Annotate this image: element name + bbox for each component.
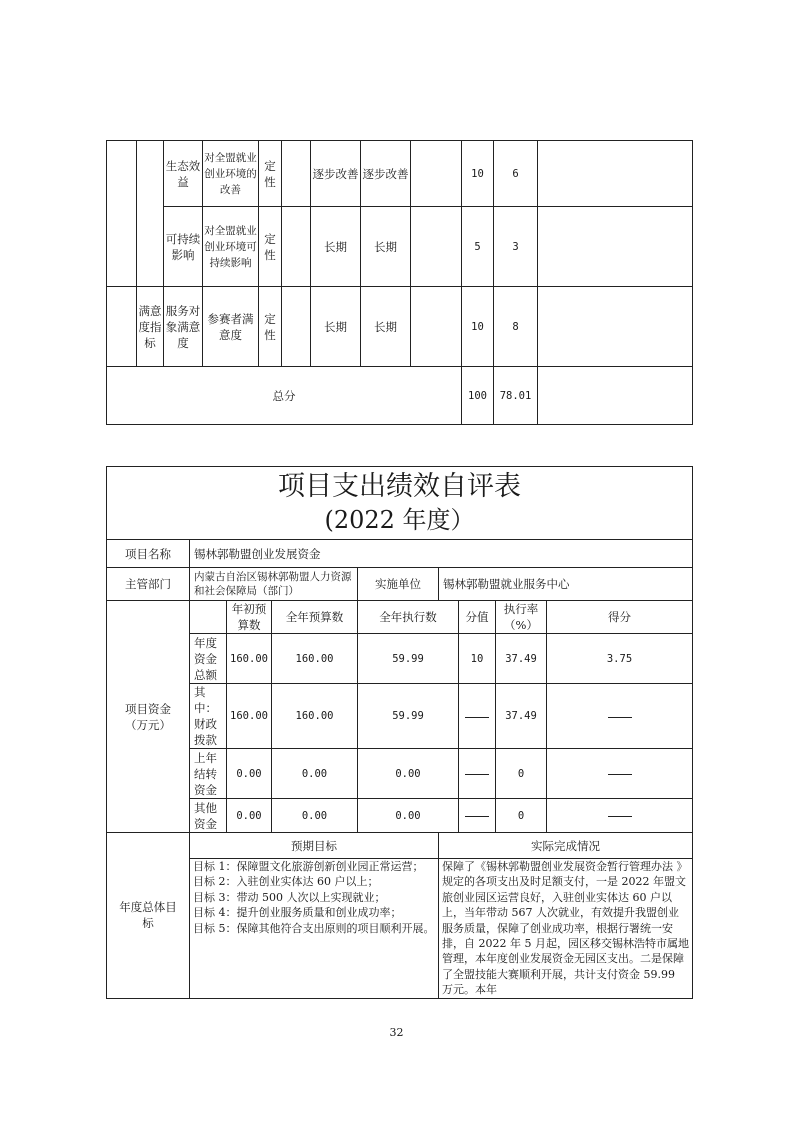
score-cell: 6 — [494, 141, 538, 207]
impl-label: 实施单位 — [358, 568, 439, 601]
table-row — [107, 207, 693, 287]
cell-empty — [190, 601, 227, 634]
score-cell: 8 — [494, 287, 538, 367]
init-budget-value: 160.00 — [227, 634, 272, 684]
total-score: 78.01 — [494, 367, 538, 425]
category-cell: 满意度指标 — [137, 287, 164, 367]
goal-label: 年度总体目标 — [107, 833, 190, 999]
cell-empty — [538, 207, 693, 287]
total-weight: 100 — [462, 367, 494, 425]
form-title-line2: (2022 年度） — [324, 506, 475, 534]
goal-header-row — [107, 833, 693, 859]
header-init-budget: 年初预算数 — [227, 601, 272, 634]
form-title — [107, 467, 693, 540]
sub-category-cell: 服务对象满意度 — [164, 287, 203, 367]
cell-empty — [282, 287, 311, 367]
fund-row-label: 其中：财政拨款 — [190, 684, 227, 749]
score-cell: 3 — [494, 207, 538, 287]
form-title-line1: 项目支出绩效自评表 — [278, 471, 521, 502]
actual-cell: 逐步改善 — [361, 141, 411, 207]
table-row — [107, 141, 693, 207]
fund-label: 项目资金（万元） — [107, 601, 190, 833]
project-name-value: 锡林郭勒盟创业发展资金 — [190, 540, 693, 568]
header-executed: 全年执行数 — [358, 601, 459, 634]
init-budget-value: 0.00 — [227, 799, 272, 833]
impl-value: 锡林郭勒盟就业服务中心 — [439, 568, 693, 601]
dept-value: 内蒙古自治区锡林郭勒盟人力资源和社会保障局（部门） — [190, 568, 358, 601]
header-exec-rate: 执行率（%） — [496, 601, 547, 634]
expected-label: 预期目标 — [190, 833, 439, 859]
exec-rate-value: 37.49 — [496, 684, 547, 749]
header-score: 得分 — [547, 601, 693, 634]
sub-category-cell: 生态效益 — [164, 141, 203, 207]
fund-row-label: 上年结转资金 — [190, 749, 227, 799]
weight-dash — [459, 684, 496, 749]
cell-empty — [538, 287, 693, 367]
target-cell: 长期 — [311, 287, 361, 367]
init-budget-value: 0.00 — [227, 749, 272, 799]
full-budget-value: 0.00 — [272, 749, 358, 799]
nature-cell: 定性 — [259, 287, 282, 367]
total-row — [107, 367, 693, 425]
fund-row — [107, 749, 693, 799]
title-row — [107, 467, 693, 540]
executed-value: 59.99 — [358, 634, 459, 684]
indicator-cell: 参赛者满意度 — [203, 287, 259, 367]
exec-rate-value: 37.49 — [496, 634, 547, 684]
executed-value: 0.00 — [358, 799, 459, 833]
total-label: 总分 — [107, 367, 462, 425]
indicator-cell: 对全盟就业创业环境可持续影响 — [203, 207, 259, 287]
fund-header-row — [107, 601, 693, 634]
nature-cell: 定性 — [259, 141, 282, 207]
init-budget-value: 160.00 — [227, 684, 272, 749]
fund-row — [107, 799, 693, 833]
score-dash — [547, 749, 693, 799]
weight-dash — [459, 799, 496, 833]
executed-value: 0.00 — [358, 749, 459, 799]
actual-label: 实际完成情况 — [439, 833, 693, 859]
fund-row-label: 年度资金总额 — [190, 634, 227, 684]
table-row — [107, 287, 693, 367]
target-cell: 逐步改善 — [311, 141, 361, 207]
dept-label: 主管部门 — [107, 568, 190, 601]
weight-dash — [459, 749, 496, 799]
full-budget-value: 160.00 — [272, 684, 358, 749]
cell-empty — [137, 141, 164, 287]
nature-cell: 定性 — [259, 207, 282, 287]
score-dash — [547, 799, 693, 833]
executed-value: 59.99 — [358, 684, 459, 749]
cell-empty — [107, 141, 137, 287]
cell-empty — [411, 141, 462, 207]
cell-empty — [282, 207, 311, 287]
self-evaluation-form — [106, 466, 693, 999]
fund-row — [107, 684, 693, 749]
weight-cell: 10 — [462, 141, 494, 207]
project-name-label: 项目名称 — [107, 540, 190, 568]
full-budget-value: 0.00 — [272, 799, 358, 833]
fund-row-label: 其他资金 — [190, 799, 227, 833]
cell-empty — [107, 287, 137, 367]
department-row — [107, 568, 693, 601]
page-number: 32 — [389, 1026, 404, 1039]
exec-rate-value: 0 — [496, 799, 547, 833]
indicator-cell: 对全盟就业创业环境的改善 — [203, 141, 259, 207]
weight-cell: 5 — [462, 207, 494, 287]
exec-rate-value: 0 — [496, 749, 547, 799]
cell-empty — [538, 141, 693, 207]
goal-content-row — [107, 859, 693, 999]
cell-empty — [411, 207, 462, 287]
score-value: 3.75 — [547, 634, 693, 684]
expected-goals-text: 目标 1：保障盟文化旅游创新创业园正常运营； 目标 2：入驻创业实体达 60 户以上； 目标 3：带动 500 人次以上实现就业； 目标 4：提升创业服务质量和创业成功率； 目标 5：保障其他符合支出原则的项目顺利开展。 — [190, 859, 439, 999]
project-name-row — [107, 540, 693, 568]
full-budget-value: 160.00 — [272, 634, 358, 684]
actual-cell: 长期 — [361, 287, 411, 367]
actual-completion-text: 保障了《锡林郭勒盟创业发展资金暂行管理办法 》规定的各项支出及时足额支付，一是 2022 年盟文旅创业园区运营良好，入驻创业实体达 60 户以上，当年带动 567 人次就业，有效提升我盟创业服务质量，保障了创业成功率，根据行署统一安排，自 2022 年 5 月起，园区移交锡林浩特市属地管理，本年度创业发展资金无园区支出。二是保障了全盟技能大赛顺利开展，共计支付资金 59.99 万元。本年 — [439, 859, 693, 999]
cell-empty — [538, 367, 693, 425]
weight-cell: 10 — [462, 287, 494, 367]
sub-category-cell: 可持续影响 — [164, 207, 203, 287]
weight-value: 10 — [459, 634, 496, 684]
header-full-budget: 全年预算数 — [272, 601, 358, 634]
fund-row — [107, 634, 693, 684]
cell-empty — [411, 287, 462, 367]
cell-empty — [282, 141, 311, 207]
target-cell: 长期 — [311, 207, 361, 287]
actual-cell: 长期 — [361, 207, 411, 287]
header-weight: 分值 — [459, 601, 496, 634]
score-dash — [547, 684, 693, 749]
indicator-table-continued — [106, 140, 693, 425]
